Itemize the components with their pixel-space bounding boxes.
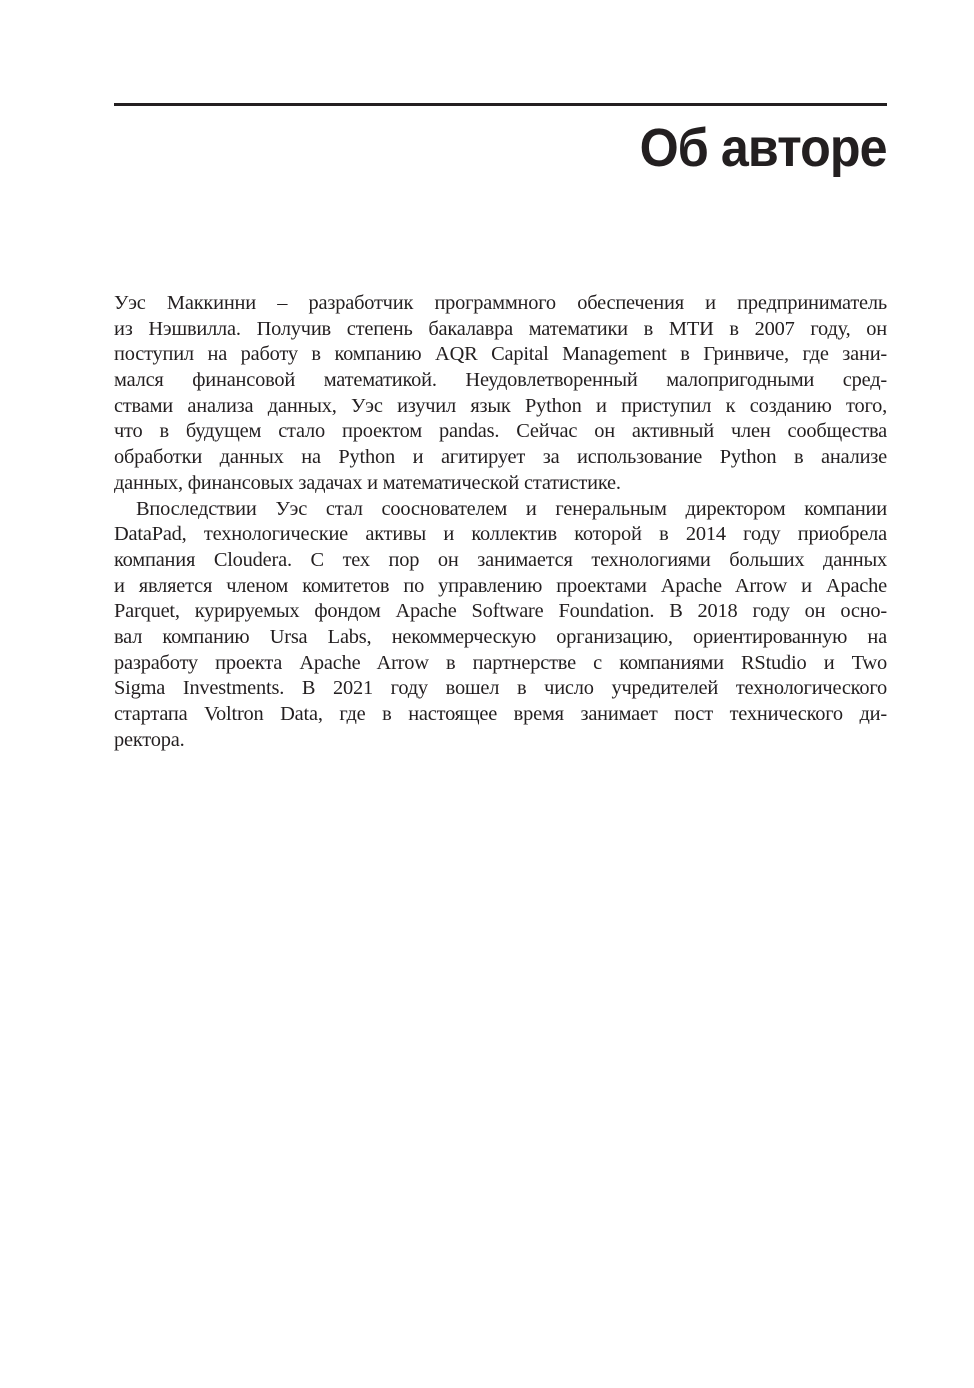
text-line: мался финансовой математикой. Неудовлетворенный малопригодными сред- (114, 369, 887, 392)
page-title: Об авторе (639, 118, 887, 178)
text-line: что в будущем стало проектом pandas. Сейчас он активный член сообщества (114, 420, 887, 443)
paragraph (114, 291, 887, 497)
text-line: ректора. (114, 728, 185, 751)
header-rule (114, 103, 887, 106)
text-line: ствами анализа данных, Уэс изучил язык Python и приступил к созданию того, (114, 394, 887, 417)
text-line: компания Cloudera. С тех пор он занимается технологиями больших данных (114, 548, 887, 571)
text-line: обработки данных на Python и агитирует за использование Python в анализе (114, 446, 887, 469)
body-text (114, 291, 887, 753)
text-line: и является членом комитетов по управлению проектами Apache Arrow и Apache (114, 574, 887, 597)
text-line: Sigma Investments. В 2021 году вошел в число учредителей технологического (114, 677, 887, 700)
text-line: разработу проекта Apache Arrow в партнерстве с компаниями RStudio и Two (114, 651, 887, 674)
paragraph (114, 497, 887, 754)
text-line: DataPad, технологические активы и коллектив которой в 2014 году приобрела (114, 523, 887, 546)
text-line: Впоследствии Уэс стал сооснователем и генеральным директором компании (136, 497, 887, 520)
text-line: Parquet, курируемых фондом Apache Software Foundation. В 2018 году он осно- (114, 600, 887, 623)
text-line: стартапа Voltron Data, где в настоящее время занимает пост технического ди- (114, 703, 887, 725)
text-line: вал компанию Ursa Labs, некоммерческую организацию, ориентированную на (114, 625, 887, 648)
text-line: Уэс Маккинни – разработчик программного обеспечения и предприниматель (114, 292, 887, 314)
text-line: из Нэшвилла. Получив степень бакалавра математики в МТИ в 2007 году, он (114, 317, 887, 340)
text-line: поступил на работу в компанию AQR Capital Management в Гринвиче, где зани- (114, 343, 887, 366)
text-line: данных, финансовых задачах и математической статистике. (114, 471, 621, 494)
